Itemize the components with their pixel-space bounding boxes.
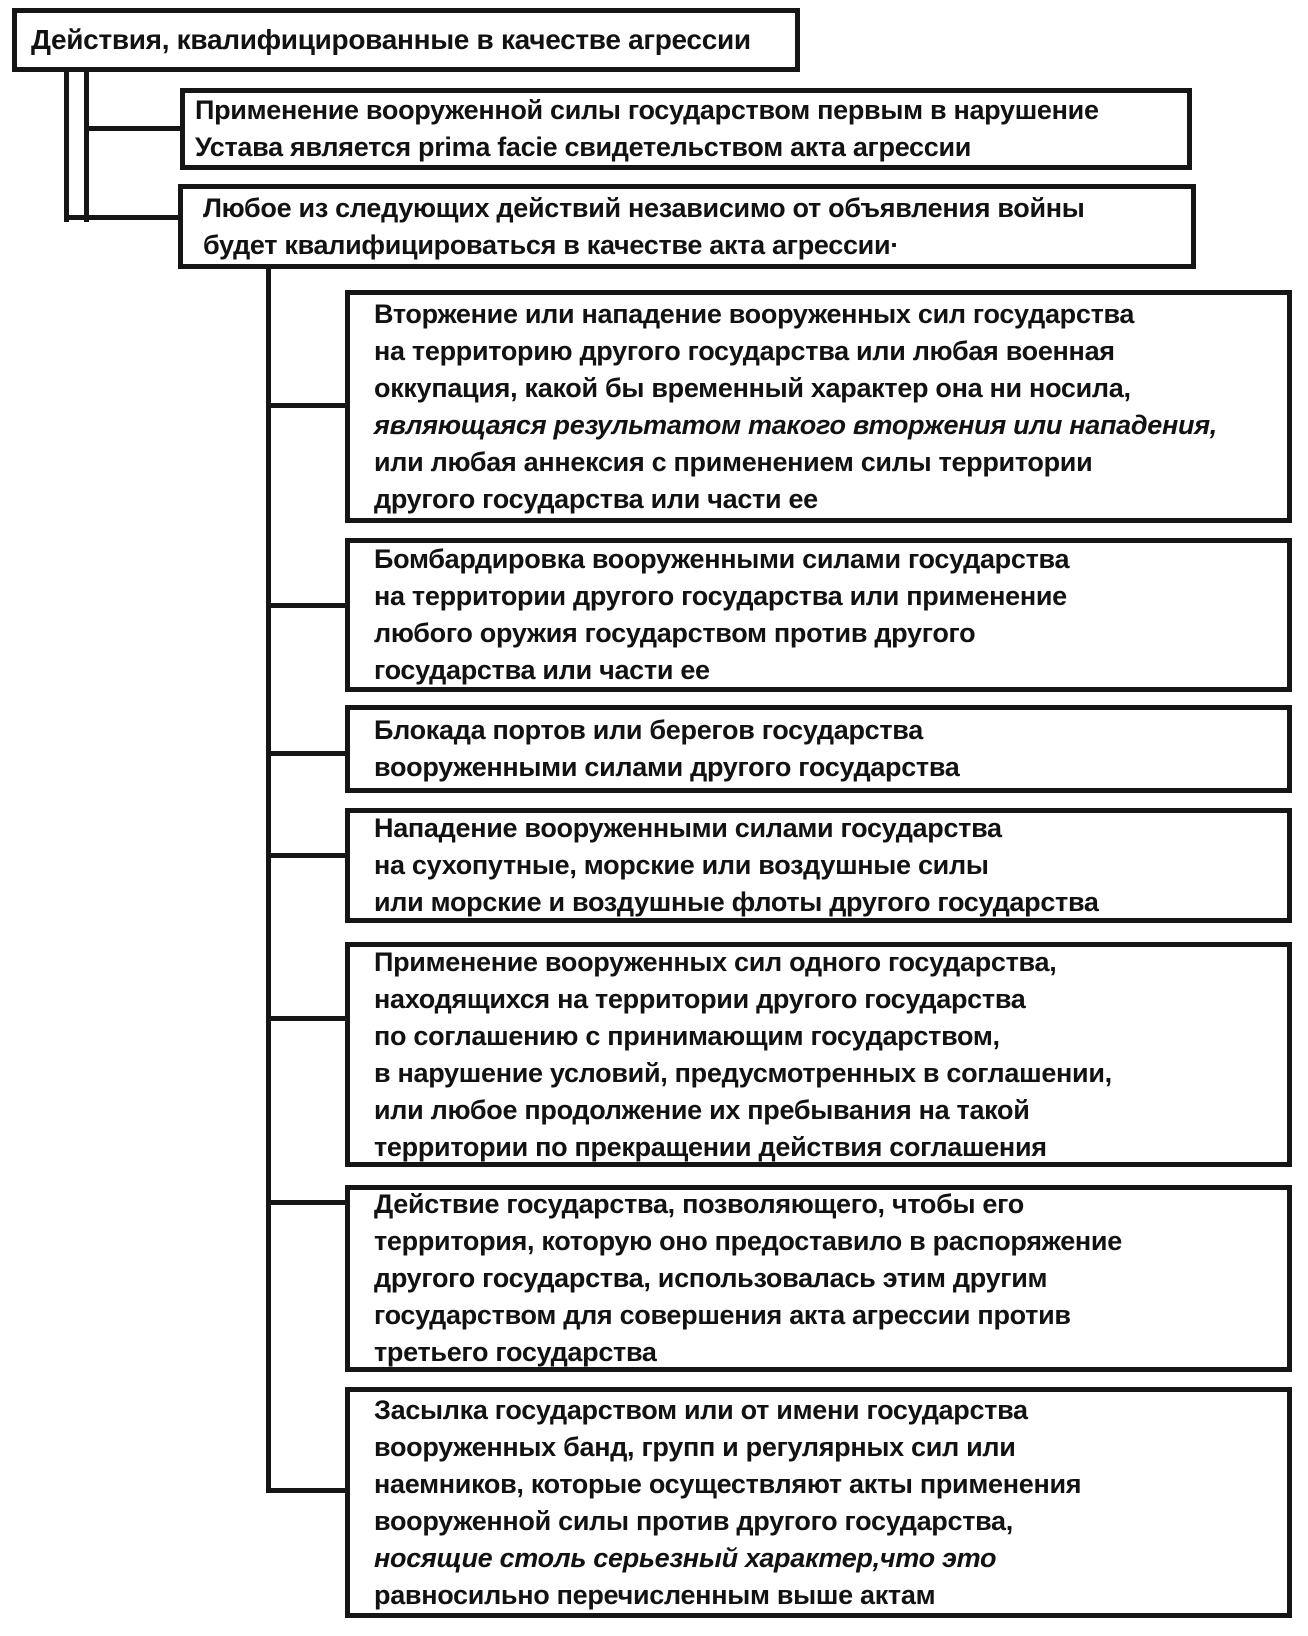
node-text-line: Нападение вооруженными силами государства (374, 813, 1002, 843)
connector-line (64, 66, 69, 222)
node-text-line: наемников, которые осуществляют акты применения (374, 1468, 1082, 1499)
node-text-line: или морские и воздушные флоты другого государства (374, 887, 1099, 917)
connector-line (266, 751, 347, 756)
node-text-line: другого государства или части ее (374, 483, 818, 514)
node-bombardment (345, 538, 1292, 692)
node-text-line: в нарушение условий, предусмотренных в соглашении, (374, 1057, 1112, 1088)
node-text-line: находящихся на территории другого государства (374, 983, 1026, 1014)
node-text-line: равносильно перечисленным выше актам (374, 1579, 936, 1610)
connector-trunk-line (266, 267, 271, 1493)
node-text-line: носящие столь серьезный характер,что это (374, 1542, 997, 1573)
node-text-line: оккупация, какой бы временный характер она ни носила, (374, 372, 1131, 403)
connector-line (266, 1016, 347, 1021)
node-blockade (345, 705, 1292, 793)
node-text-line: на территории другого государства или применение (374, 581, 1067, 611)
node-text-line: Вторжение или нападение вооруженных сил государства (374, 298, 1135, 329)
node-text-line: Применение вооруженной силы государством первым в нарушение (195, 95, 1099, 125)
connector-line (266, 853, 347, 858)
node-invasion (345, 290, 1292, 523)
node-text-line: территории по прекращении действия соглашения (374, 1131, 1047, 1162)
node-text-line: вооруженными силами другого государства (374, 752, 960, 782)
node-text-line: государством для совершения акта агрессии против (374, 1300, 1071, 1330)
node-territory-provision (345, 1185, 1292, 1372)
node-text-line: Блокада портов или берегов государства (374, 715, 923, 745)
connector-line (84, 126, 182, 131)
node-text-line: Устава является prima facie свидетельством акта агрессии (195, 132, 972, 162)
node-text-line: будет квалифицироваться в качестве акта агрессии· (203, 229, 899, 260)
node-attack-forces (345, 808, 1292, 923)
node-text-line: территория, которую оно предоставило в распоряжение (374, 1226, 1122, 1256)
node-text-line: по соглашению с принимающим государством, (374, 1020, 1000, 1051)
node-text-line: Засылка государством или от имени государства (374, 1394, 1028, 1425)
node-text-line: Бомбардировка вооруженными силами государства (374, 544, 1070, 574)
connector-line (266, 403, 347, 408)
node-root (12, 8, 800, 72)
node-text-line: Действие государства, позволяющего, чтобы его (374, 1189, 1024, 1219)
node-text-line: третьего государства (374, 1337, 657, 1367)
node-text-line: государства или части ее (374, 655, 710, 685)
node-text-line: на территорию другого государства или любая военная (374, 335, 1115, 366)
node-stationed-forces (345, 942, 1292, 1167)
connector-line (266, 603, 347, 608)
connector-line (266, 1488, 347, 1493)
node-text-line: вооруженной силы против другого государства, (374, 1505, 1013, 1536)
connector-line (84, 66, 89, 222)
connector-line (266, 1200, 347, 1205)
node-text-line: любого оружия государством против другого (374, 618, 976, 648)
node-prima-facie (180, 88, 1192, 170)
node-text-line: Любое из следующих действий независимо от объявления войны (203, 192, 1085, 223)
node-text-line: являющаяся результатом такого вторжения или нападения, (374, 409, 1217, 440)
node-text-line: или любое продолжение их пребывания на такой (374, 1094, 1030, 1125)
node-text-line: на сухопутные, морские или воздушные силы (374, 850, 989, 880)
node-armed-bands (345, 1387, 1292, 1618)
node-text-line: другого государства, использовалась этим другим (374, 1263, 1048, 1293)
node-text-line: Действия, квалифицированные в качестве агрессии (31, 24, 751, 55)
connector-line (64, 215, 180, 220)
node-any-act (178, 184, 1196, 269)
node-text-line: или любая аннексия с применением силы территории (374, 446, 1093, 477)
node-text-line: Применение вооруженных сил одного государства, (374, 946, 1057, 977)
node-text-line: вооруженных банд, групп и регулярных сил или (374, 1431, 1016, 1462)
